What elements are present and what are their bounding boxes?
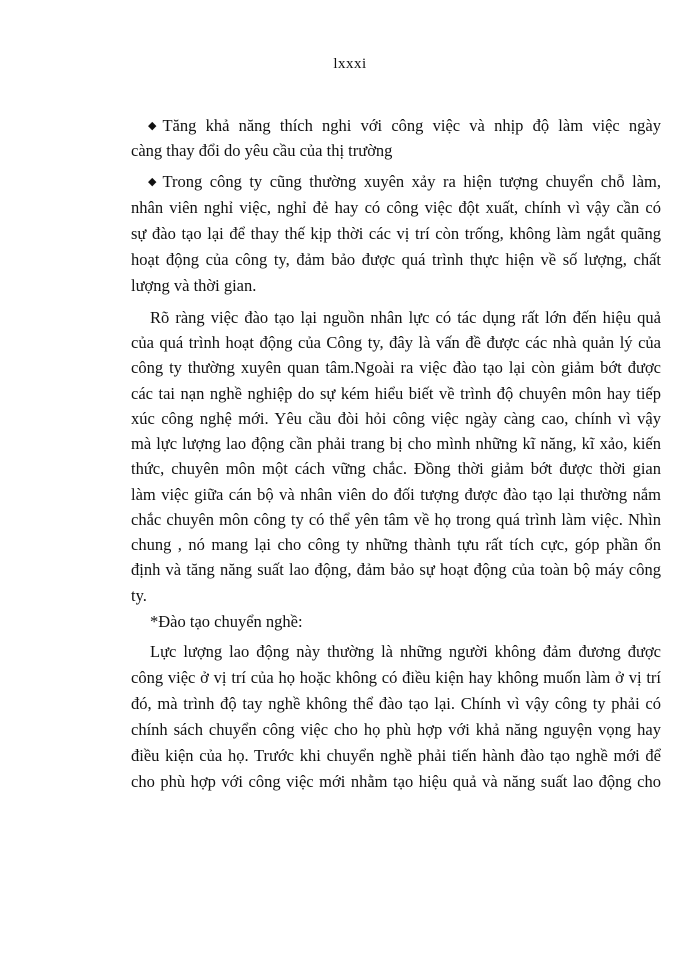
text-line: nhân viên nghỉ việc, nghỉ đẻ hay có công việc đột xuất, chính vì vậy cần có (131, 198, 661, 217)
section-heading: *Đào tạo chuyển nghề: (150, 612, 303, 631)
text-line: Trong công ty cũng thường xuyên xảy ra hiện tượng chuyển chỗ làm, (162, 172, 661, 191)
text-line: Lực lượng lao động này thường là những người không đảm đương được (150, 642, 661, 661)
text-line: Tăng khả năng thích nghi với công việc và nhịp độ làm việc ngày (162, 116, 661, 135)
text-line: công ty thường xuyên quan tâm.Ngoài ra việc đào tạo lại còn giảm bớt được (131, 358, 661, 377)
text-line: lượng và thời gian. (131, 276, 257, 295)
text-line: công việc ở vị trí của họ hoặc không có điều kiện hay không muốn làm ở vị trí (131, 668, 661, 687)
text-line: ty. (131, 586, 147, 605)
text-line: càng thay đổi do yêu cầu của thị trường (131, 141, 393, 160)
bullet-item-line (148, 116, 661, 136)
page-number: lxxxi (333, 56, 367, 72)
text-line: điều kiện của họ. Trước khi chuyển nghề phải tiến hành đào tạo nghề mới để (131, 746, 661, 765)
text-line: làm việc giữa cán bộ và nhân viên do đối tượng được đào tạo lại thường nắm (131, 485, 661, 504)
diamond-bullet-icon: ◆ (148, 176, 157, 188)
text-line: mà lực lượng lao động cần phải trang bị cho mình những kĩ năng, kĩ xảo, kiến (131, 434, 661, 453)
text-line: sự đào tạo lại để thay thế kịp thời các vị trí còn trống, không làm ngắt quãng (131, 224, 661, 243)
text-line: hoạt động của công ty, đảm bảo được quá trình thực hiện về số lượng, chất (131, 250, 661, 269)
text-line: của quá trình hoạt động của Công ty, đây là vấn đề được các nhà quản lý của (131, 333, 661, 352)
bullet-item-line (148, 172, 661, 192)
text-line: đó, mà trình độ tay nghề không thể đào tạo lại. Chính vì vậy công ty phải có (131, 694, 661, 713)
text-line: các tai nạn nghề nghiệp do sự kém hiểu biết về trình độ chuyên môn hay tiếp (131, 384, 661, 403)
text-line: định và tăng năng suất lao động, đảm bảo sự hoạt động của toàn bộ máy công (131, 560, 661, 579)
diamond-bullet-icon: ◆ (148, 120, 157, 132)
text-line: chính sách chuyển công việc cho họ phù hợp với khả năng nguyện vọng hay (131, 720, 661, 739)
text-line: xúc công nghệ mới. Yêu cầu đòi hỏi công việc ngày càng cao, chính vì vậy (131, 409, 661, 428)
text-line: cho phù hợp với công việc mới nhằm tạo hiệu quả và năng suất lao động cho (131, 772, 661, 791)
text-line: chung , nó mang lại cho công ty những thành tựu rất tích cực, góp phần ổn (131, 535, 661, 554)
text-line: thức, chuyên môn một cách vững chắc. Đồng thời giảm bớt được thời gian (131, 459, 661, 478)
text-line: Rõ ràng việc đào tạo lại nguồn nhân lực có tác dụng rất lớn đến hiệu quả (150, 308, 661, 327)
text-line: chắc chuyên môn công ty có thể yên tâm về họ trong quá trình làm việc. Nhìn (131, 510, 661, 529)
